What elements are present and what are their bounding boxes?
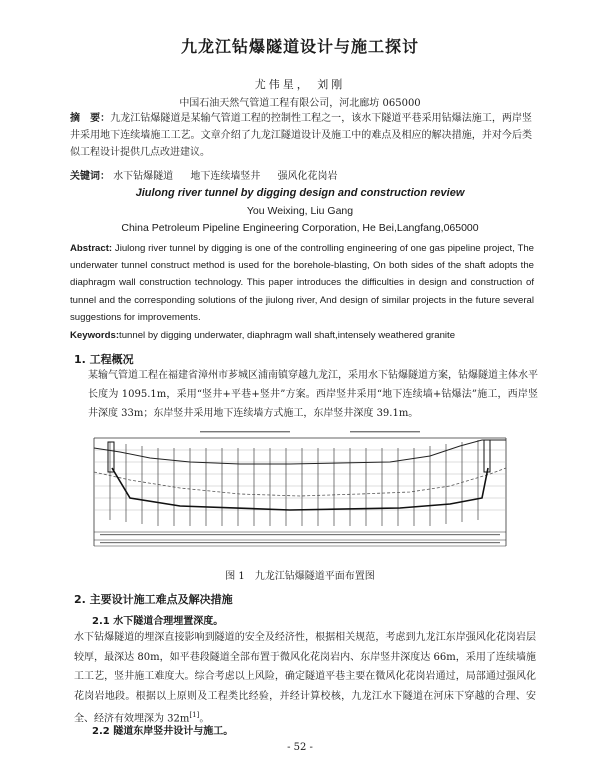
figure-caption: 图 1 九龙江钻爆隧道平面布置图 [225,571,375,582]
keywords-en-label: Keywords: [70,330,120,341]
section-paragraph [74,628,536,729]
paper-title: 九龙江钻爆隧道设计与施工探讨 [180,37,419,56]
abstract-en-label: Abstract: [70,243,113,254]
abstract-en-text: Jiulong river tunnel by digging is one of the controlling engineering of one gas pipeline project, The underwater tunnel construct method is used for the borehole-blasting, On both sides of the shaft adopts the diaphragm wall construction technology. This paper introduces the difficulties in design and construction of tunnel and the corresponding solutions of the jiulong river, And design of similar projects in the future several suggestions for improvements. [70,243,534,323]
authors: 尤伟星， 刘刚 [254,78,346,91]
keyword-item: 强风化花岗岩 [277,171,338,182]
keywords-en-text: tunnel by digging underwater, diaphragm wall shaft,intensely weathered granite [119,330,456,341]
keywords-en [70,330,455,341]
citation-ref: [1] [189,711,200,719]
keyword-item: 地下连续墙竖井 [190,171,261,182]
paragraph-end: 。 [199,713,210,725]
authors-en: You Weixing, Liu Gang [246,205,354,217]
figure-background [90,428,510,562]
tunnel-layout-figure [90,428,510,562]
paper-title-en: Jiulong river tunnel by digging design and construction review [135,187,465,199]
section-heading: 1. 工程概况 [74,353,134,366]
section-heading: 2. 主要设计施工难点及解决措施 [74,593,233,606]
affiliation-en: China Petroleum Pipeline Engineering Corporation, He Bei,Langfang,065000 [121,222,479,234]
abstract-cn-label: 摘 要： [70,113,111,124]
subsection-heading: 2.2 隧道东岸竖井设计与施工。 [92,726,234,737]
paragraph-text: 水下钻爆隧道的埋深直接影响到隧道的安全及经济性，根据相关规范，考虑到九龙江东岸强风化花岗岩层较厚，最深达 80m，如平巷段隧道全部布置于微风化花岗岩内、东岸竖井深度达 66m，采用了连续墙施工工艺，竖井施工难度大。综合考虑以上风险，确定隧道平巷主要在微风化花岗岩通过，局部通过强风化花岗岩地段。根据以上原则及工程类比经验，并经计算校核，九龙江水下隧道在河床下穿越的合理、安全、经济有效埋深为 32m [74,632,536,725]
page-number: - 52 - [287,742,313,753]
abstract-cn-text: 九龙江钻爆隧道是某输气管道工程的控制性工程之一，该水下隧道平巷采用钻爆法施工，两岸竖井采用地下连续墙施工工艺。文章介绍了九龙江隧道设计及施工中的难点及相应的解决措施，并对今后类似工程设计提供几点改进建议。 [70,113,533,158]
keyword-item: 水下钻爆隧道 [113,171,174,182]
subsection-heading: 2.1 水下隧道合理埋置深度。 [92,616,224,627]
abstract-cn [70,110,532,161]
keywords-cn [70,167,338,182]
affiliation: 中国石油天然气管道工程有限公司，河北廊坊 065000 [179,98,421,109]
keywords-cn-label: 关键词： [70,171,110,182]
abstract-en [70,240,534,326]
section-paragraph: 某输气管道工程在福建省漳州市芗城区浦南镇穿越九龙江，采用水下钻爆隧道方案，钻爆隧道主体水平长度为 1095.1m，采用“竖井+平巷+竖井”方案。西岸竖井采用“地下连续墙+钻爆法”施工，西岸竖井深度 33m；东岸竖井采用地下连续墙方式施工，东岸竖井深度 39.1m。 [88,370,538,419]
